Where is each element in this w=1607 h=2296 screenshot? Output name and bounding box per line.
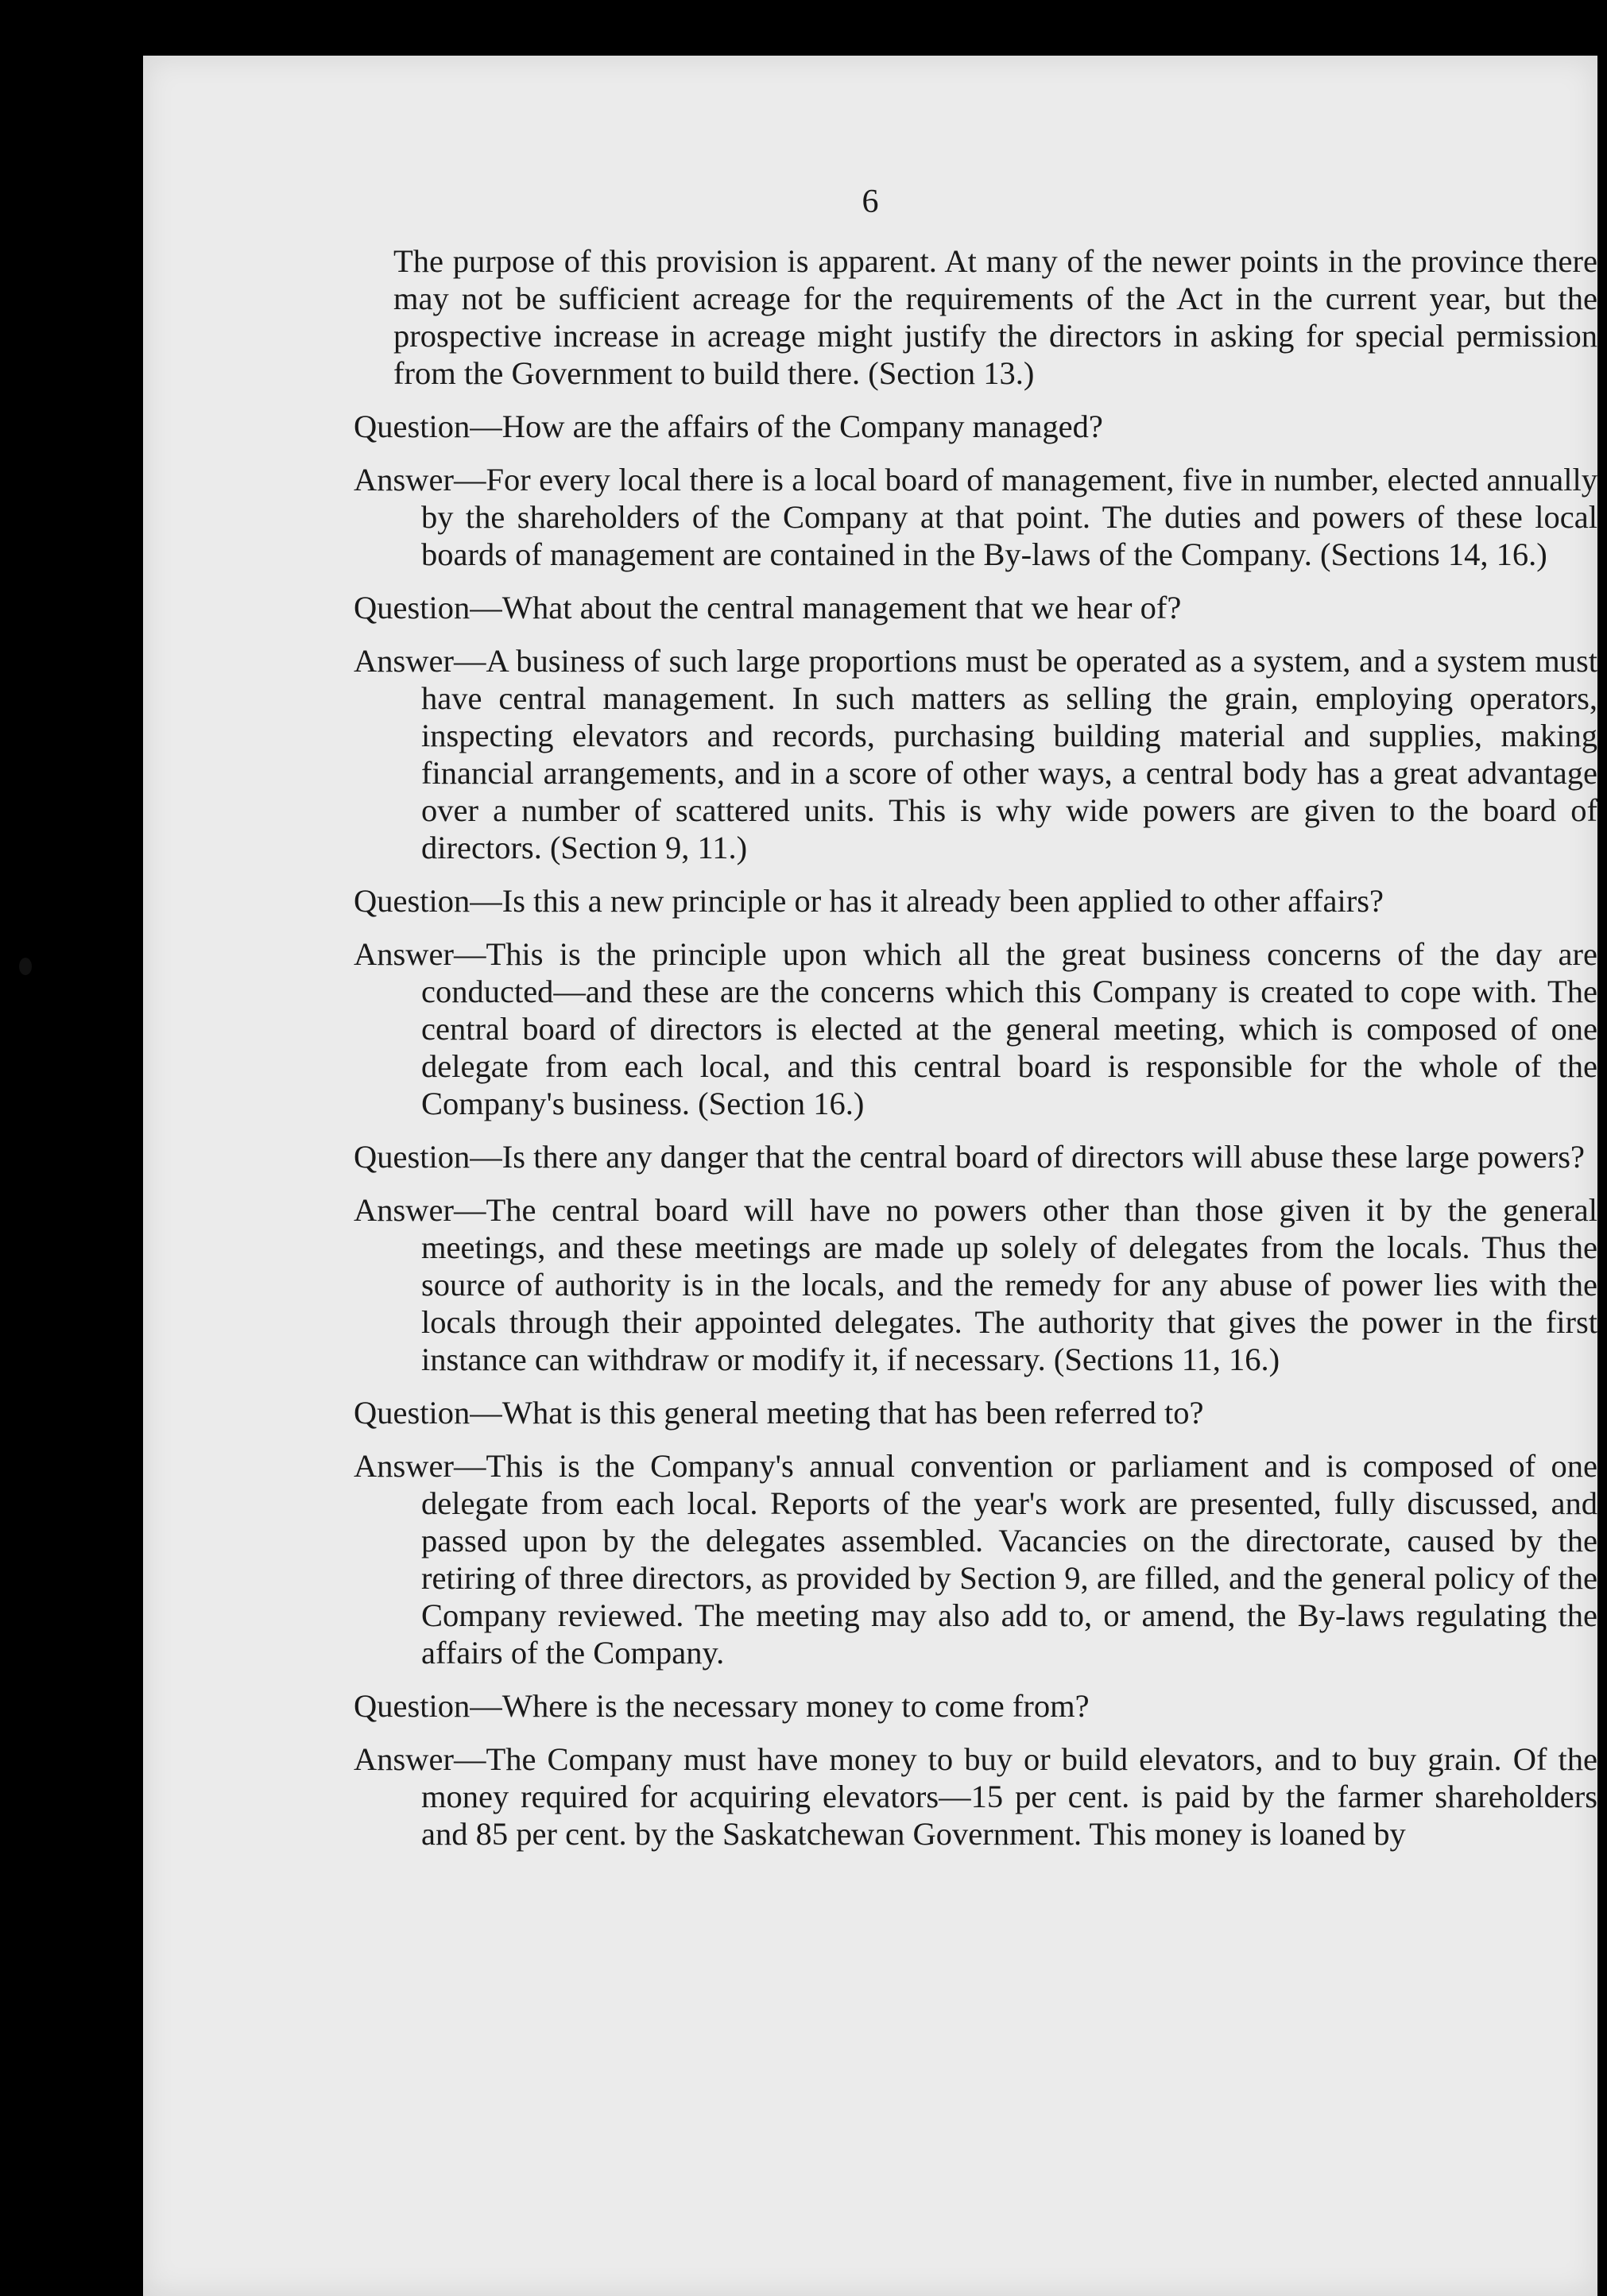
question-text: What is this general meeting that has been referred to? bbox=[501, 1395, 1204, 1431]
question-text: Is this a new principle or has it already been applied to other affairs? bbox=[501, 883, 1384, 919]
question-label: Question— bbox=[354, 408, 502, 444]
answer-label: Answer— bbox=[354, 936, 486, 972]
answer-4 bbox=[354, 1191, 1597, 1378]
answer-3 bbox=[354, 935, 1597, 1122]
question-label: Question— bbox=[354, 883, 502, 919]
scan-speck bbox=[19, 958, 32, 975]
answer-6 bbox=[354, 1740, 1597, 1853]
page-body bbox=[354, 242, 1597, 1868]
answer-text: This is the principle upon which all the great business concerns of the day are conducted—and these are the concerns which this Company is created to cope with. The central board of directors is elected at the general meeting, which is composed of one delegate from each local, and this central board is responsible for the whole of the Company's business. (Section 16.) bbox=[421, 936, 1597, 1121]
question-label: Question— bbox=[354, 1688, 502, 1724]
answer-label: Answer— bbox=[354, 643, 486, 679]
answer-2 bbox=[354, 642, 1597, 866]
intro-paragraph: The purpose of this provision is apparent. At many of the newer points in the province there may not be sufficient acreage for the requirements of the Act in the current year, but the prospective increase in acreage might justify the directors in asking for special permission from the Government to build there. (Section 13.) bbox=[393, 243, 1597, 391]
question-label: Question— bbox=[354, 1139, 502, 1175]
answer-label: Answer— bbox=[354, 1448, 486, 1484]
question-1 bbox=[354, 408, 1597, 445]
answer-text: A business of such large proportions must be operated as a system, and a system must have central management. In such matters as selling the grain, employing operators, inspecting elevators and records, purchasing building material and supplies, making financial arrangements, and in a score of other ways, a central body has a great advantage over a number of scattered units. This is why wide powers are given to the board of directors. (Section 9, 11.) bbox=[421, 643, 1597, 865]
question-5 bbox=[354, 1394, 1597, 1431]
scanned-page bbox=[143, 56, 1597, 2296]
question-text: What about the central management that we hear of? bbox=[501, 590, 1182, 625]
answer-text: The central board will have no powers other than those given it by the general meetings, and these meetings are made up solely of delegates from the locals. Thus the source of authority is in the locals, and the remedy for any abuse of power lies with the locals through their appointed delegates. The authority that gives the power in the first instance can withdraw or modify it, if necessary. (Sections 11, 16.) bbox=[421, 1192, 1597, 1377]
question-text: Where is the necessary money to come from? bbox=[501, 1688, 1090, 1724]
answer-5 bbox=[354, 1447, 1597, 1671]
answer-1 bbox=[354, 461, 1597, 573]
question-label: Question— bbox=[354, 1395, 502, 1431]
answer-text: This is the Company's annual convention or parliament and is composed of one delegate from each local. Reports of the year's work are presented, fully discussed, and passed upon by the delegates assembled. Vacancies on the directorate, caused by the retiring of three directors, as provided by Section 9, are filled, and the general policy of the Company reviewed. The meeting may also add to, or amend, the By-laws regulating the affairs of the Company. bbox=[421, 1448, 1597, 1671]
question-4 bbox=[354, 1138, 1597, 1175]
question-text: Is there any danger that the central board of directors will abuse these large powers? bbox=[501, 1139, 1585, 1175]
answer-text: For every local there is a local board of management, five in number, elected annually by the shareholders of the Company at that point. The duties and powers of these local boards of management are contained in the By-laws of the Company. (Sections 14, 16.) bbox=[421, 462, 1597, 572]
answer-label: Answer— bbox=[354, 1741, 486, 1777]
question-6 bbox=[354, 1687, 1597, 1725]
question-2 bbox=[354, 589, 1597, 626]
answer-label: Answer— bbox=[354, 1192, 486, 1228]
answer-text: The Company must have money to buy or build elevators, and to buy grain. Of the money required for acquiring elevators—15 per cent. is paid by the farmer shareholders and 85 per cent. by the Saskatchewan Government. This money is loaned by bbox=[421, 1741, 1597, 1852]
page-number: 6 bbox=[862, 184, 879, 220]
question-label: Question— bbox=[354, 590, 502, 625]
question-text: How are the affairs of the Company managed? bbox=[501, 408, 1103, 444]
answer-label: Answer— bbox=[354, 462, 486, 498]
question-3 bbox=[354, 882, 1597, 920]
